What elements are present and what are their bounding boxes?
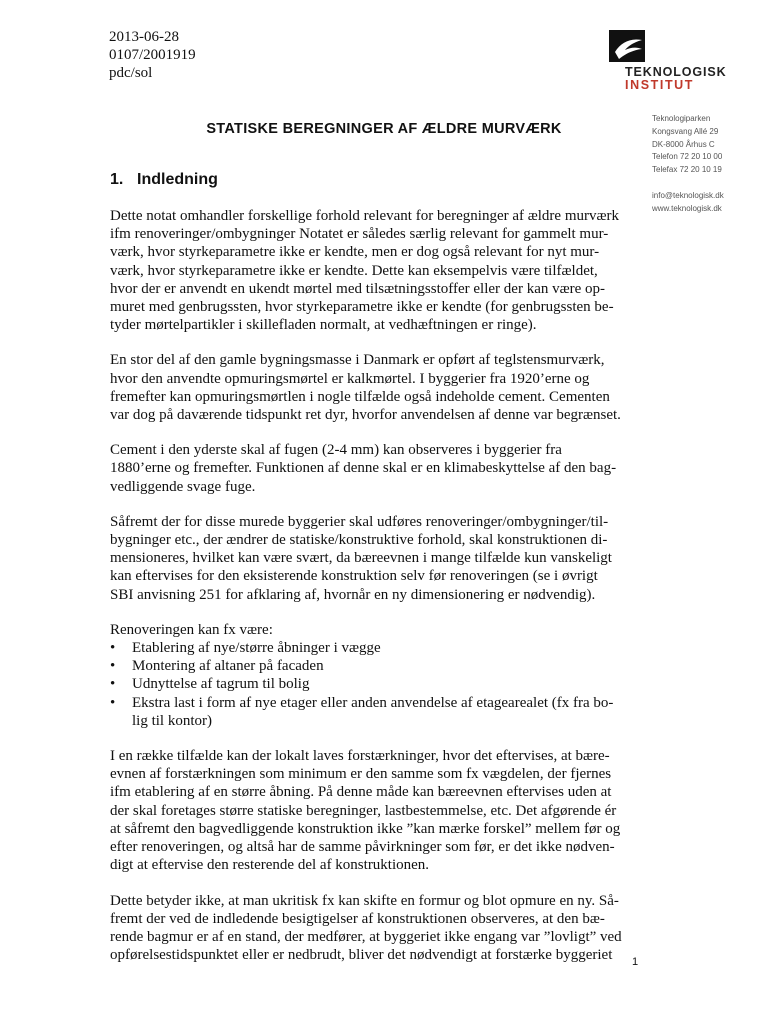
paragraph-line: muret med genbrugssten, hvor styrkeparametre ikke er kendte (for genbrugssten be- [110,299,614,316]
list-item-line: Etablering af nye/større åbninger i vægge [132,640,381,657]
bullet-icon: • [110,676,116,693]
page-number: 1 [632,956,639,968]
paragraph-line: rende bagmur er af en stand, der medfører, at byggeriet ikke engang var ”lovligt” ved [110,928,622,945]
paragraph-line: der skal foretages større statiske beregninger, lastbestemmelse, etc. Det afgørende ér [110,802,617,819]
paragraph-line: værk, hvor styrkeparametre ikke er kendte, men er dog også relevant for nyt mur- [110,244,600,261]
body-paragraph [110,892,640,965]
contact-line: DK-8000 Århus C [652,139,715,149]
bullet-icon: • [110,640,116,657]
contact-web: www.teknologisk.dk [652,203,722,213]
section-number: 1. [110,171,124,188]
list-item [110,694,640,730]
paragraph-line: værk, hvor styrkeparametre ikke er kendte. Dette kan eksempelvis være tilfældet, [110,262,598,279]
paragraph-line: fremefter kan opmuringsmørtlen i nogle tilfælde også indeholde cement. Cementen [110,388,610,405]
list-intro: Renoveringen kan fx være: [110,621,273,638]
paragraph-line: Cement i den yderste skal af fugen (2-4 mm) kan observeres i byggerier fra [110,442,562,459]
paragraph-line: opførelsestidspunktet eller er nedbrudt, bliver det nødvendigt at forstærke byggeriet [110,947,613,964]
document-meta [109,28,196,82]
section-title: Indledning [137,171,218,188]
paragraph-line: bygninger etc., der ændrer de statiske/konstruktive forhold, skal konstruktionen di- [110,532,608,549]
document-date: 2013-06-28 [109,29,179,45]
document-body [110,207,640,981]
paragraph-line: mensioneres, hvilket kan være svært, da bæreevnen i mange tilfælde kun vanskeligt [110,550,612,567]
contact-line: Telefon 72 20 10 00 [652,152,723,162]
contact-line: Teknologiparken [652,114,711,123]
list-item [110,657,640,675]
body-paragraph [110,747,640,874]
list-item-line: lig til kontor) [132,712,212,729]
contact-email: info@teknologisk.dk [652,190,724,200]
bullet-icon: • [110,658,116,675]
paragraph-line: vedliggende svage fuge. [110,478,256,495]
paragraph-line: 1880’erne og fremefter. Funktionen af denne skal er en klimabeskyttelse af den bag- [110,460,617,477]
brand-line-1: TEKNOLOGISK [625,65,727,79]
document-reference: 0107/2001919 [109,47,196,63]
paragraph-line: ifm renoveringer/ombygninger Notatet er således særlig relevant for gammelt mur- [110,226,609,243]
teknologisk-logo-icon [609,30,645,62]
paragraphs-after [110,747,640,964]
paragraph-line: tyder mørtelpartikler i skillefladen normalt, at vedhæftningen er ringe). [110,317,537,334]
paragraph-line: var dog på daværende tidspunkt ret dyr, hvorfor anvendelsen af denne var begrænset. [110,407,621,424]
body-paragraph [110,207,640,334]
section-heading [110,171,218,189]
contact-spacer [652,177,724,190]
paragraph-line: digt at eftervise den resterende del af konstruktionen. [110,857,430,874]
list-item [110,639,640,657]
list-item-line: Ekstra last i form af nye etager eller anden anvendelse af etagearealet (fx fra bo- [132,694,614,711]
document-title: STATISKE BEREGNINGER AF ÆLDRE MURVÆRK [206,121,562,137]
paragraph-line: hvor der er anvendt en ukendt mørtel med tilsætningsstoffer eller der kan være op- [110,280,605,297]
paragraph-line: Dette betyder ikke, at man ukritisk fx kan skifte en formur og blot opmure en ny. Så- [110,892,619,909]
paragraph-line: I en række tilfælde kan der lokalt laves forstærkninger, hvor det eftervises, at bære- [110,748,610,765]
paragraph-line: hvor den anvendte opmuringsmørtel er kalkmørtel. I byggerier fra 1920’erne og [110,370,590,387]
list-item [110,675,640,693]
paragraph-line: evnen af forstærkningen som minimum er den samme som fx vægdelen, der fjernes [110,766,612,783]
brand-name [625,66,727,92]
paragraphs-before [110,207,640,604]
body-paragraph [110,441,640,496]
paragraph-line: Dette notat omhandler forskellige forhold relevant for beregninger af ældre murværk [110,208,619,224]
body-paragraph [110,351,640,424]
paragraph-line: fremt der ved de indledende besigtigelser af konstruktionen observeres, at den bæ- [110,910,605,927]
bullet-icon: • [110,694,116,711]
list-item-line: Montering af altaner på facaden [132,658,324,675]
paragraph-line: kan eftervises for den eksisterende konstruktion selv før renoveringen (se i øvrigt [110,568,598,585]
paragraph-line: En stor del af den gamle bygningsmasse i Danmark er opført af teglstensmurværk, [110,352,605,369]
brand-line-2: INSTITUT [625,78,695,92]
paragraph-line: ifm etablering af en større åbning. På denne måde kan bæreevnen eftervises uden at [110,784,612,801]
paragraph-line: SBI anvisning 251 for afklaring af, hvornår en ny dimensionering er nødvendig). [110,586,596,603]
paragraph-line: Såfremt der for disse murede byggerier skal udføres renoveringer/ombygninger/til- [110,513,609,530]
body-paragraph [110,513,640,604]
contact-line: Kongsvang Allé 29 [652,126,719,136]
list-item-line: Udnyttelse af tagrum til bolig [132,676,310,693]
paragraph-line: efter renoveringen, og altså har de samme påvirkninger som før, er det ikke nødven- [110,839,615,856]
renovation-list [110,639,640,730]
paragraph-line: at såfremt den bagvedliggende konstruktion ikke ”kan mærke forskel” mellem før og [110,820,621,837]
author-initials: pdc/sol [109,65,153,81]
contact-line: Telefax 72 20 10 19 [652,165,722,175]
